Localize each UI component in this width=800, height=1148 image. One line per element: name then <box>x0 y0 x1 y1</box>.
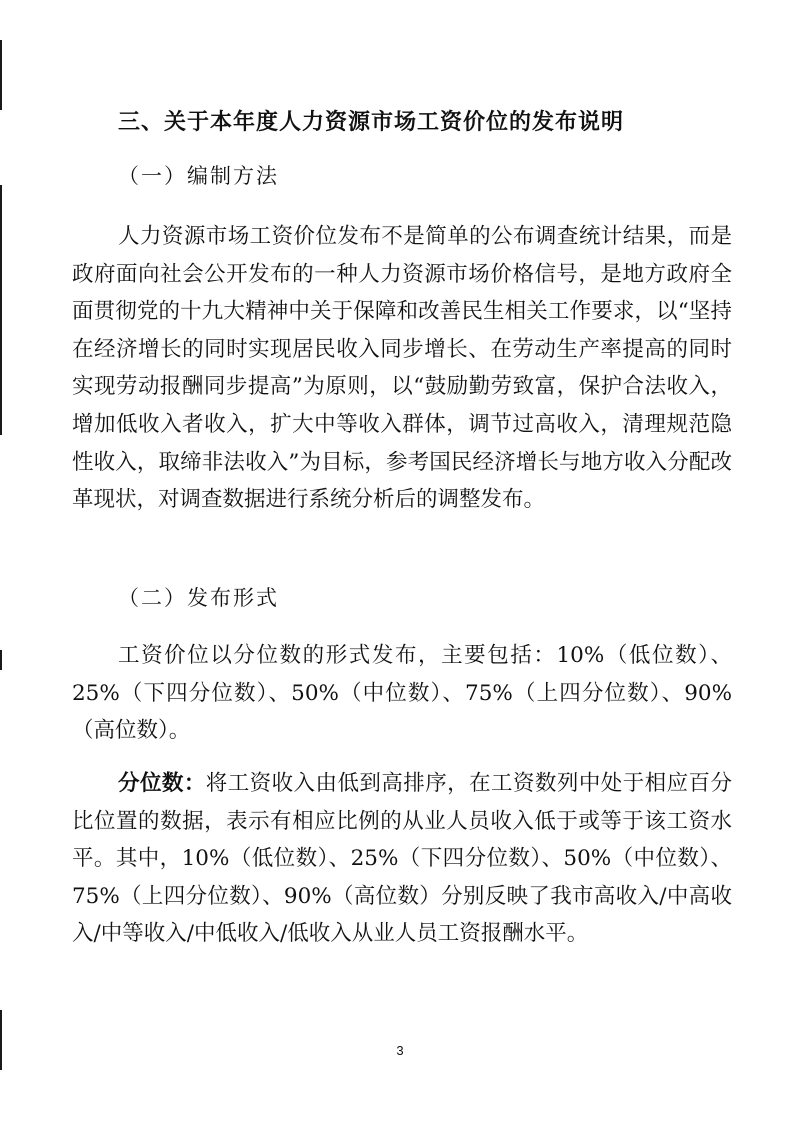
scan-edge-mark <box>0 185 2 435</box>
definition-term: 分位数： <box>118 771 206 796</box>
section-heading: 三、关于本年度人力资源市场工资价位的发布说明 <box>118 110 625 135</box>
subsection-title-compilation-method: （一）编制方法 <box>118 164 279 188</box>
scan-edge-mark <box>0 40 2 110</box>
scan-edge-mark <box>0 1010 2 1070</box>
definition-text <box>72 765 732 953</box>
scan-edge-mark <box>0 650 2 670</box>
percentile-definition-paragraph <box>72 765 732 953</box>
paragraph-text: 工资价位以分位数的形式发布，主要包括：10%（低位数）、25%（下四分位数）、50%（中位数）、75%（上四分位数）、90%（高位数）。 <box>72 643 732 744</box>
paragraph-text: 人力资源市场工资价位发布不是简单的公布调查统计结果，而是政府面向社会公开发布的一种人力资源市场价格信号，是地方政府全面贯彻党的十九大精神中关于保障和改善民生相关工作要求，以“坚持在经济增长的同时实现居民收入同步增长、在劳动生产率提高的同时实现劳动报酬同步提高”为原则，以“鼓励勤劳致富，保护合法收入，增加低收入者收入，扩大中等收入群体，调节过高收入，清理规范隐性收入，取缔非法收入”为目标，参考国民经济增长与地方收入分配改革现状，对调查数据进行系统分析后的调整发布。 <box>72 224 732 513</box>
subsection-title-release-form: （二）发布形式 <box>118 586 279 610</box>
release-form-paragraph <box>72 637 732 750</box>
definition-body: 将工资收入由低到高排序，在工资数列中处于相应百分比位置的数据，表示有相应比例的从业人员收入低于或等于该工资水平。其中，10%（低位数）、25%（下四分位数）、50%（中位数）、75%（上四分位数）、90%（高位数）分别反映了我市高收入/中高收入/中等收入/中低收入/低收入从业人员工资报酬水平。 <box>72 771 732 947</box>
page-number: 3 <box>396 1043 404 1058</box>
compilation-method-paragraph <box>72 218 732 519</box>
